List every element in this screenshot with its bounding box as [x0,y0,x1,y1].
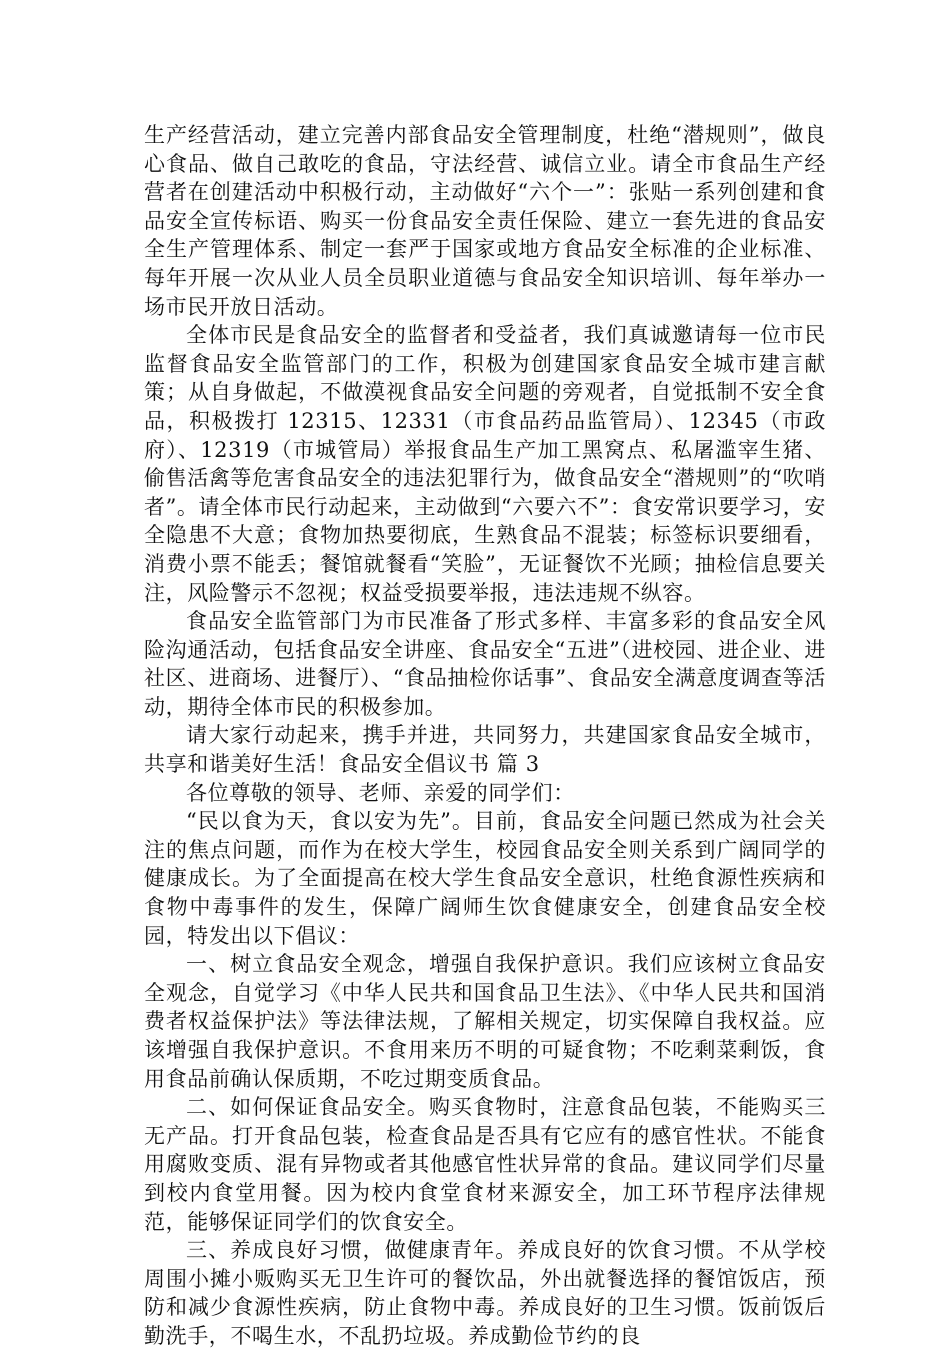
paragraph-1: 生产经营活动，建立完善内部食品安全管理制度，杜绝“潜规则”，做良心食品、做自己敢吃的食品，守法经营、诚信立业。请全市食品生产经营者在创建活动中积极行动，主动做好“六个一”：张贴一系列创建和食品安全宣传标语、购买一份食品安全责任保险、建立一套先进的食品安全生产管理体系、制定一套严于国家或地方食品安全标准的企业标准、每年开展一次从业人员全员职业道德与食品安全知识培训、每年举办一场市民开放日活动。 [144,123,826,319]
paragraph-8: 二、如何保证食品安全。购买食物时，注意食品包装，不能购买三无产品。打开食品包装，检查食品是否具有它应有的感官性状。不能食用腐败变质、混有异物或者其他感官性状异常的食品。建议同学们尽量到校内食堂用餐。因为校内食堂食材来源安全，加工环节程序法律规范，能够保证同学们的饮食安全。 [144,1095,826,1234]
paragraph-2: 全体市民是食品安全的监督者和受益者，我们真诚邀请每一位市民监督食品安全监管部门的工作，积极为创建国家食品安全城市建言献策；从自身做起，不做漠视食品安全问题的旁观者，自觉抵制不安全食品，积极拨打 12315、12331（市食品药品监管局）、12345（市政府）、12319（市城管局）举报食品生产加工黑窝点、私屠滥宰生猪、偷售活禽等危害食品安全的违法犯罪行为，做食品安全“潜规则”的“吹哨者”。请全体市民行动起来，主动做到“六要六不”：食安常识要学习，安全隐患不大意；食物加热要彻底，生熟食品不混装；标签标识要细看，消费小票不能丢；餐馆就餐看“笑脸”，无证餐饮不光顾；抽检信息要关注，风险警示不忽视；权益受损要举报，违法违规不纵容。 [144,323,827,605]
paragraph-4: 请大家行动起来，携手并进，共同努力，共建国家食品安全城市，共享和谐美好生活！食品安全倡议书 篇 3 [144,723,826,777]
paragraph-5: 各位尊敬的领导、老师、亲爱的同学们： [186,780,575,805]
paragraph-3: 食品安全监管部门为市民准备了形式多样、丰富多彩的食品安全风险沟通活动，包括食品安全讲座、食品安全“五进”（进校园、进企业、进社区、进商场、进餐厅）、“食品抽检你话事”、食品安全满意度调查等活动，期待全体市民的积极参加。 [144,609,826,719]
paragraph-9: 三、养成良好习惯，做健康青年。养成良好的饮食习惯。不从学校周围小摊小贩购买无卫生许可的餐饮品，外出就餐选择的餐馆饭店，预防和减少食源性疾病，防止食物中毒。养成良好的卫生习惯。饭前饭后勤洗手，不喝生水，不乱扔垃圾。养成勤俭节约的良 [144,1238,826,1348]
document-page [144,121,826,1351]
paragraph-7: 一、树立食品安全观念，增强自我保护意识。我们应该树立食品安全观念，自觉学习《中华人民共和国食品卫生法》、《中华人民共和国消费者权益保护法》等法律法规，了解相关规定，切实保障自我权益。应该增强自我保护意识。不食用来历不明的可疑食物；不吃剩菜剩饭，食用食品前确认保质期，不吃过期变质食品。 [144,952,826,1091]
paragraph-6: “民以食为天，食以安为先”。目前，食品安全问题已然成为社会关注的焦点问题，而作为在校大学生，校园食品安全则关系到广阔同学的健康成长。为了全面提高在校大学生食品安全意识，杜绝食源性疾病和食物中毒事件的发生，保障广阔师生饮食健康安全，创建食品安全校园，特发出以下倡议： [144,809,826,948]
